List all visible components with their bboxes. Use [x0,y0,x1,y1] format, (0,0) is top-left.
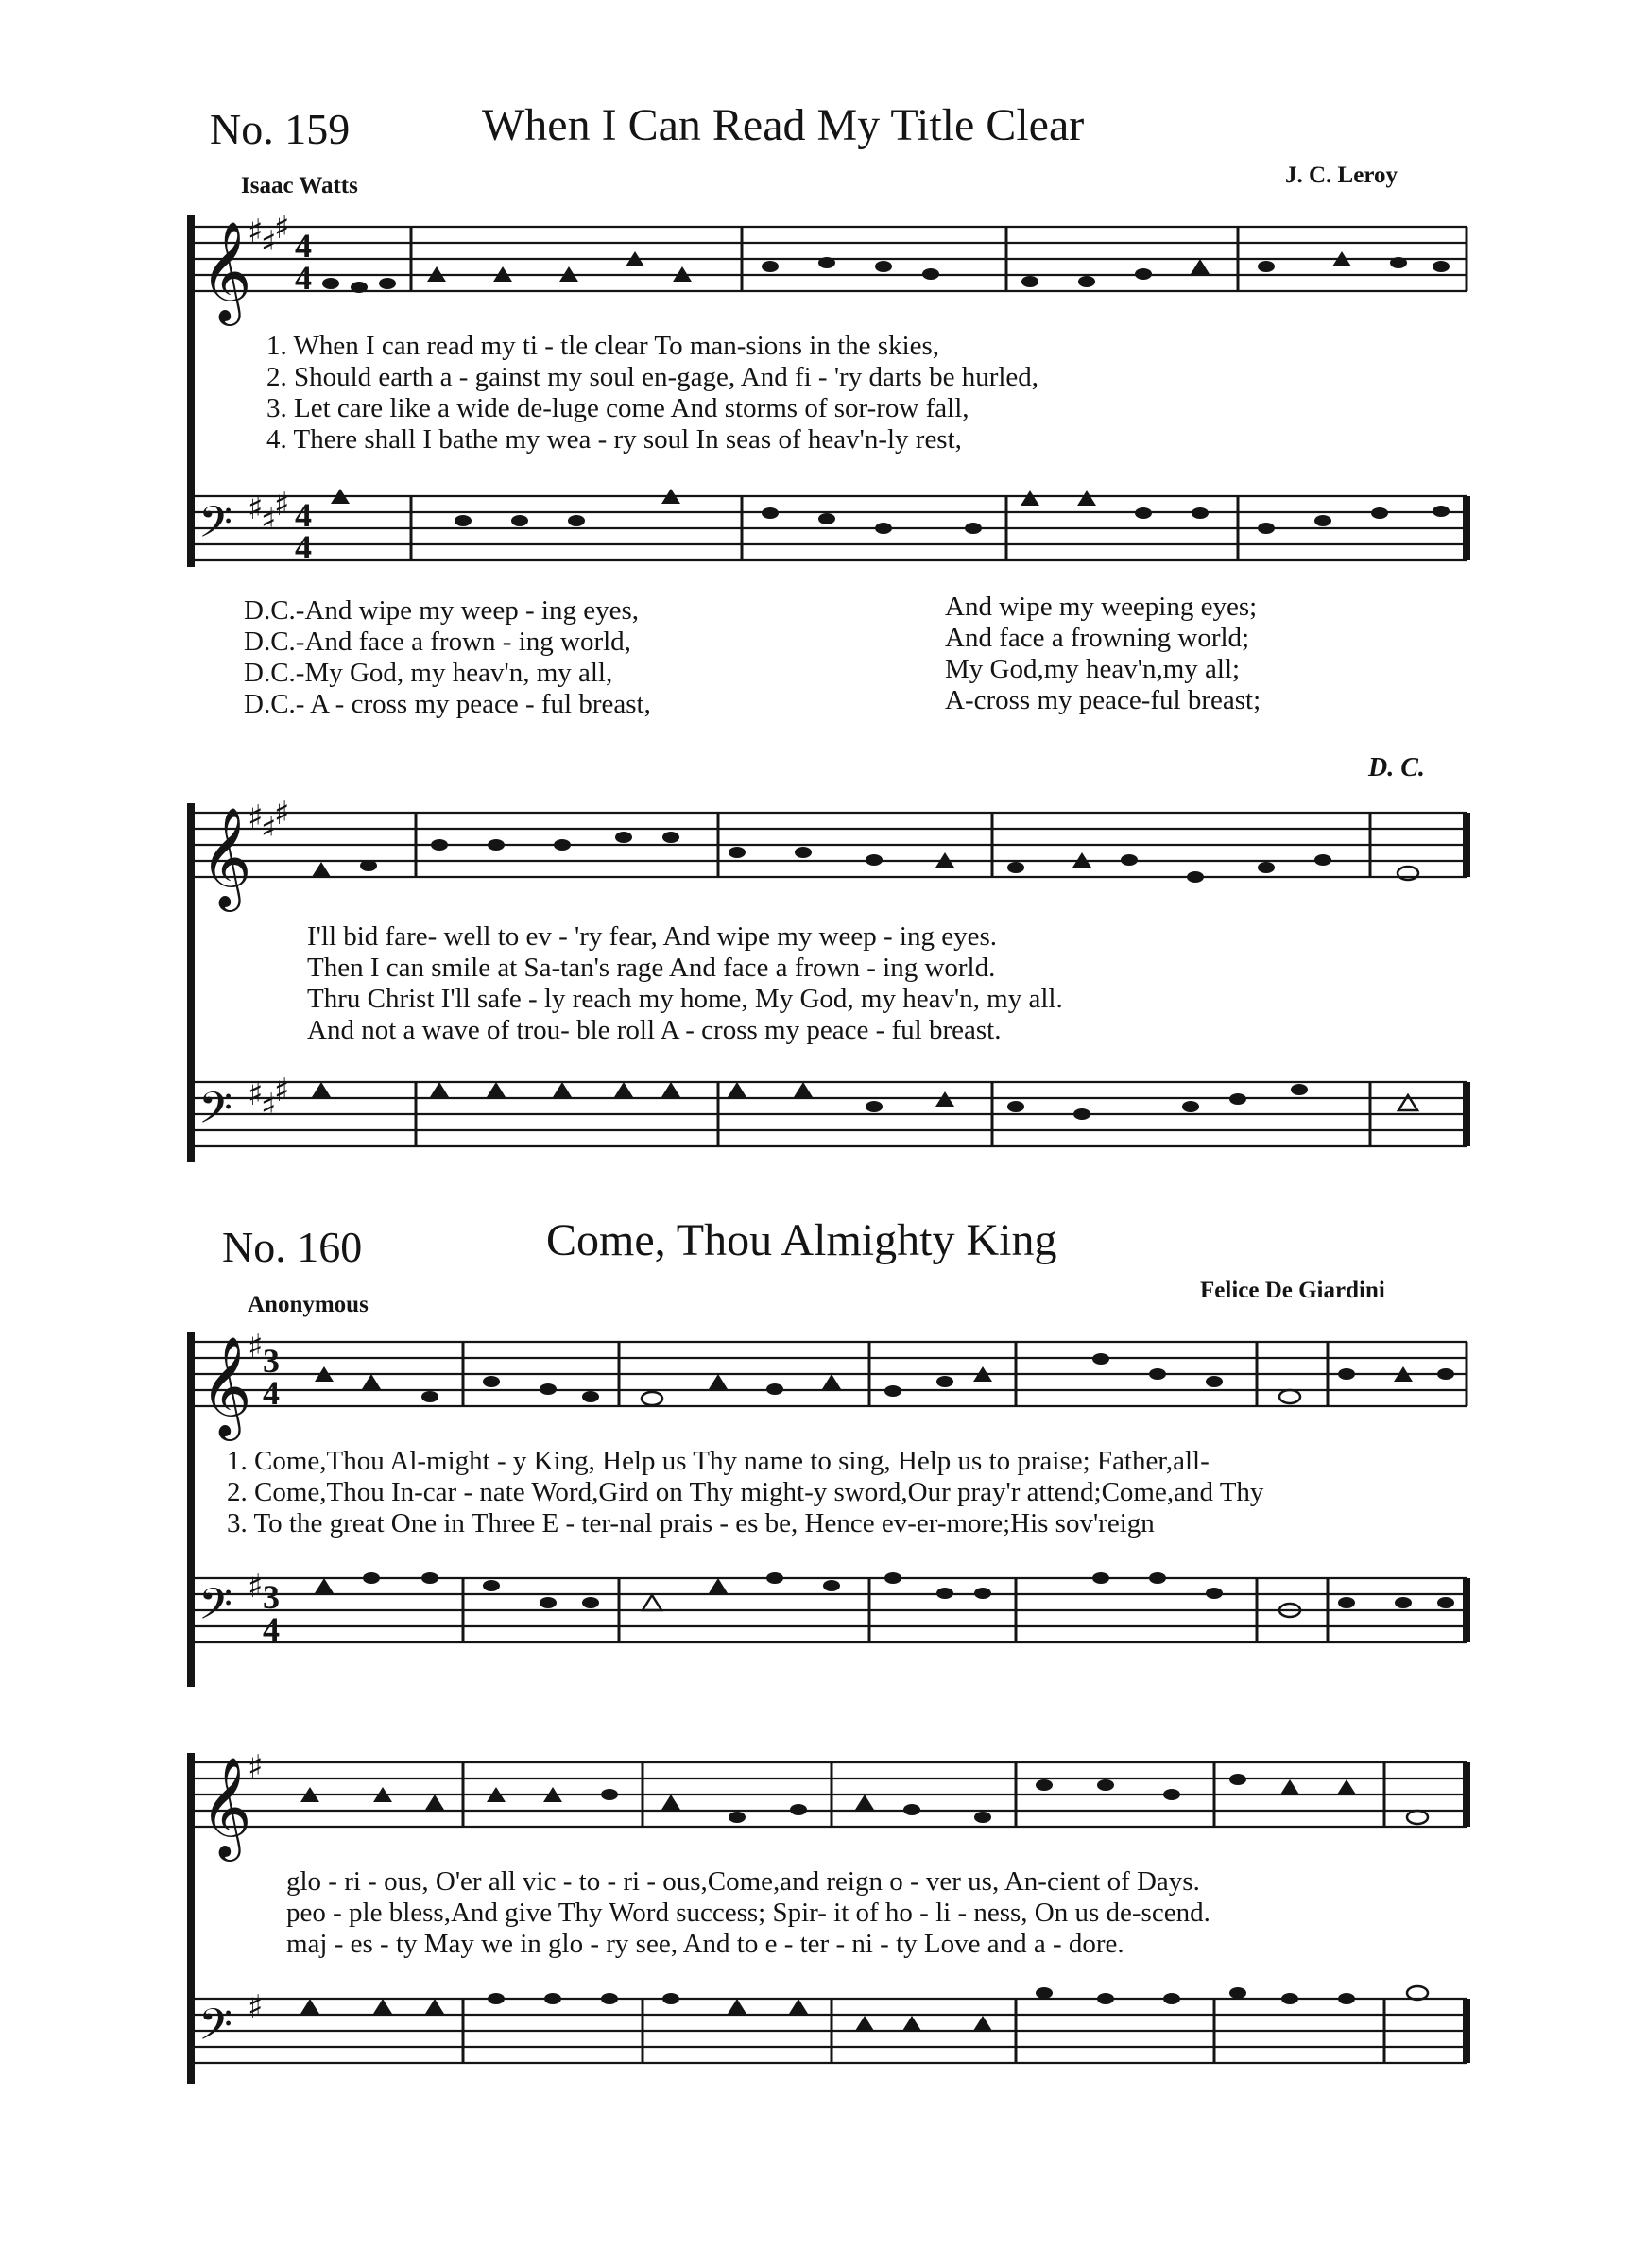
svg-text:♯: ♯ [274,486,290,524]
hymn-160-refrain-line-2: peo - ple bless,And give Thy Word success; Spir- it of ho - li - ness, On us de-scend. [286,1898,1210,1928]
svg-text:3: 3 [263,1578,280,1616]
hymn-159-dc-line-2: D.C.-And face a frown - ing world, [244,627,631,657]
svg-text:♯: ♯ [248,1748,264,1786]
hymn-160-system-2-treble-staff [0,1734,1630,1885]
svg-text:♯: ♯ [261,810,277,848]
svg-text:♯: ♯ [274,795,290,833]
hymn-159-refrain-line-1: I'll bid fare- well to ev - 'ry fear, And wipe my weep - ing eyes. [307,921,998,952]
svg-text:𝄞: 𝄞 [200,1756,252,1857]
svg-text:♯: ♯ [248,1328,264,1366]
hymn-159-dc-line-4: D.C.- A - cross my peace - ful breast, [244,689,651,719]
svg-text:4: 4 [263,1610,280,1648]
hymn-159-dc-right-line-4: A-cross my peace-ful breast; [945,685,1261,715]
hymn-159-system-1-bass-staff [0,477,1630,610]
hymn-160-composer: Felice De Giardini [1200,1278,1385,1303]
hymn-160-system-1-bass-staff [0,1559,1630,1692]
svg-text:♯: ♯ [248,1988,264,2026]
hymn-159-system-2-bass-staff [0,1063,1630,1195]
hymn-159-verse-line-1: 1. When I can read my ti - tle clear To man-sions in the skies, [266,331,940,361]
hymn-159-composer: J. C. Leroy [1285,163,1398,188]
hymn-159-refrain-line-3: Thru Christ I'll safe - ly reach my home, My God, my heav'n, my all. [307,984,1063,1014]
hymn-160-verse-line-3: 3. To the great One in Three E - ter-nal prais - es be, Hence ev-er-more;His sov'reign [227,1508,1155,1538]
svg-text:4: 4 [263,1374,280,1412]
hymn-160-verse-line-2: 2. Come,Thou In-car - nate Word,Gird on Thy might-y sword,Our pray'r attend;Come,and Thy [227,1477,1264,1507]
hymn-160-system-2-bass-staff [0,1980,1630,2112]
hymn-159-system-2-treble-staff [0,784,1630,936]
hymn-160-author: Anonymous [248,1292,369,1317]
svg-text:♯: ♯ [274,1072,290,1109]
hymn-159-verse-line-3: 3. Let care like a wide de-luge come And storms of sor-row fall, [266,393,969,423]
hymn-159-verse-line-2: 2. Should earth a - gainst my soul en-gage, And fi - 'ry darts be hurled, [266,362,1039,392]
svg-text:𝄢: 𝄢 [198,1579,233,1641]
hymn-159-system-1-treble-staff [0,198,1630,350]
hymn-159-dc-line-1: D.C.-And wipe my weep - ing eyes, [244,595,639,626]
hymn-159-dc-right-line-1: And wipe my weeping eyes; [945,592,1258,622]
svg-text:4: 4 [295,259,312,297]
svg-text:♯: ♯ [261,224,277,262]
hymn-160-refrain-line-3: maj - es - ty May we in glo - ry see, And to e - ter - ni - ty Love and a - dore. [286,1929,1124,1959]
hymn-159-verse-line-4: 4. There shall I bathe my wea - ry soul In seas of heav'n-ly rest, [266,424,962,455]
svg-text:♯: ♯ [248,213,264,250]
hymn-160-system-1-treble-staff [0,1314,1630,1465]
hymn-159-dc-right-line-2: And face a frowning world; [945,623,1250,653]
hymn-160-verse-line-1: 1. Come,Thou Al-might - y King, Help us Thy name to sing, Help us to praise; Father,all- [227,1446,1210,1476]
svg-text:♯: ♯ [261,1087,277,1125]
hymn-159-author: Isaac Watts [241,173,358,198]
hymn-159-dc-right-line-3: My God,my heav'n,my all; [945,654,1241,684]
svg-text:♯: ♯ [248,799,264,836]
hymn-159-number: No. 159 [210,105,351,153]
svg-text:𝄢: 𝄢 [198,2000,233,2061]
hymn-159-title: When I Can Read My Title Clear [482,100,1085,150]
da-capo-marker: D. C. [1368,753,1425,782]
hymn-159-refrain-line-2: Then I can smile at Sa-tan's rage And face a frown - ing world. [307,953,996,983]
svg-text:𝄞: 𝄞 [200,806,252,907]
svg-text:♯: ♯ [248,1075,264,1113]
svg-text:𝄢: 𝄢 [198,1083,233,1144]
treble-clef-icon: 𝄞 [200,220,252,321]
hymn-160-refrain-line-1: glo - ri - ous, O'er all vic - to - ri - ous,Come,and reign o - ver us, An-cient of Days. [286,1866,1200,1897]
svg-text:4: 4 [295,496,312,534]
svg-text:3: 3 [263,1342,280,1380]
hymn-160-title: Come, Thou Almighty King [546,1215,1057,1265]
hymn-159-dc-line-3: D.C.-My God, my heav'n, my all, [244,658,613,688]
svg-text:♯: ♯ [261,501,277,539]
svg-text:𝄞: 𝄞 [200,1335,252,1436]
svg-text:♯: ♯ [248,1568,264,1606]
svg-text:♯: ♯ [248,490,264,527]
svg-text:♯: ♯ [274,209,290,247]
svg-text:4: 4 [295,227,312,265]
hymn-160-number: No. 160 [222,1223,363,1271]
svg-text:4: 4 [295,528,312,566]
bass-clef-icon: 𝄢 [198,497,233,558]
hymn-159-refrain-line-4: And not a wave of trou- ble roll A - cross my peace - ful breast. [307,1015,1002,1045]
